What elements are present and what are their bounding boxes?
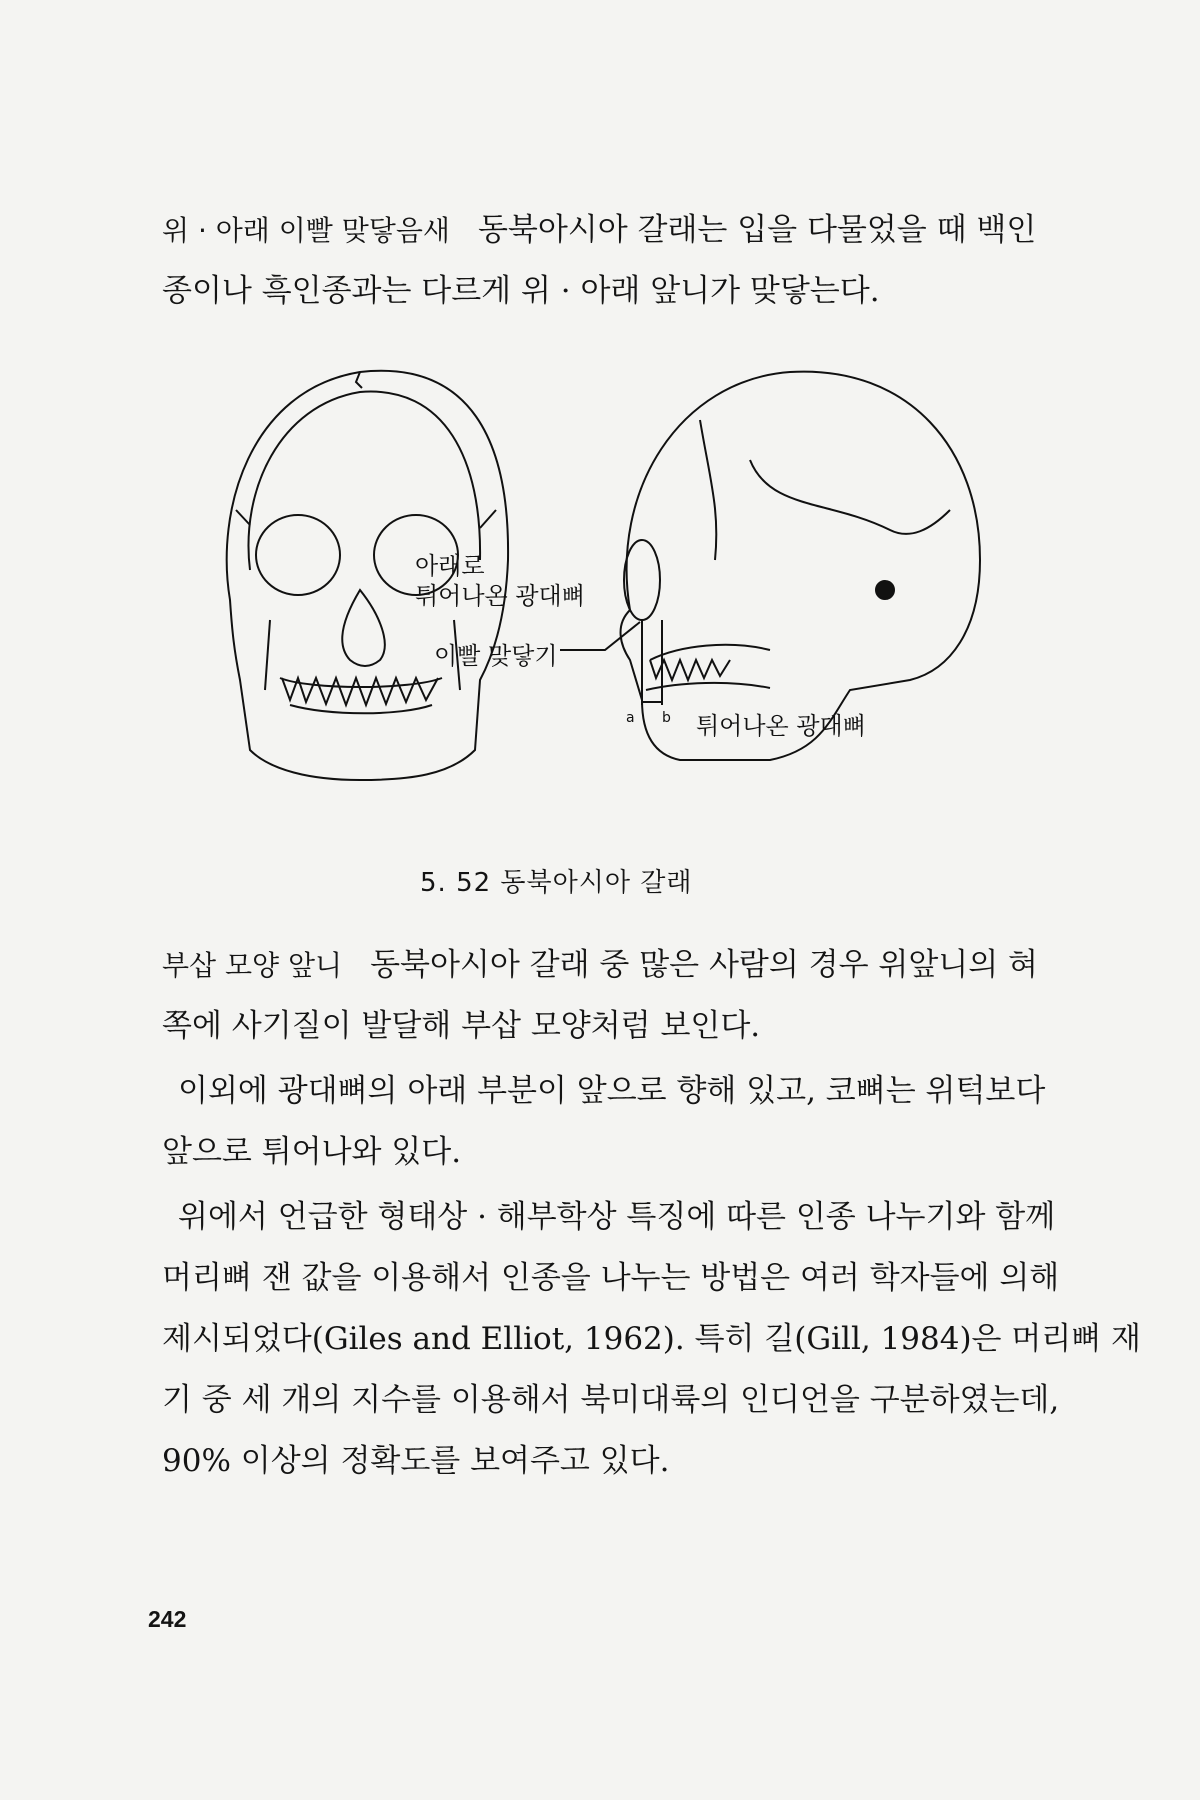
- paragraph-text: 동북아시아 갈래 중 많은 사람의 경우 위앞니의 혀: [370, 947, 1038, 983]
- skull-figure: [210, 360, 1000, 850]
- paragraph-line: 머리뼈 잰 값을 이용해서 인종을 나누는 방법은 여러 학자들에 의해: [162, 1260, 1060, 1296]
- paragraph-line: [162, 200, 1062, 261]
- figure-caption: 5. 52 동북아시아 갈래: [420, 868, 693, 898]
- label-tooth-contact: 이빨 맞닿기: [434, 642, 558, 670]
- paragraph-cheekbone-nasal: [162, 1061, 1062, 1183]
- label-cheekbone-down-line1: 아래로: [415, 552, 485, 580]
- skull-illustration: [210, 360, 1000, 850]
- paragraph-text: 동북아시아 갈래는 입을 다물었을 때 백인: [477, 212, 1037, 248]
- label-b: b: [662, 710, 671, 726]
- paragraph-line: 위에서 언급한 형태상 · 해부학상 특징에 따른 인종 나누기와 함께: [178, 1199, 1056, 1235]
- paragraph-tooth-occlusion: [162, 200, 1062, 322]
- paragraph-line: 이외에 광대뼈의 아래 부분이 앞으로 향해 있고, 코뼈는 위턱보다: [178, 1073, 1046, 1109]
- label-cheekbone-down-line2: 튀어나온 광대뼈: [415, 582, 585, 610]
- section-lead-heading: 위 · 아래 이빨 맞닿음새: [162, 214, 450, 247]
- paragraph-line: 종이나 흑인종과는 다르게 위 · 아래 앞니가 맞닿는다.: [162, 273, 880, 309]
- paragraph-line: 기 중 세 개의 지수를 이용해서 북미대륙의 인디언을 구분하였는데,: [162, 1382, 1060, 1418]
- label-a: a: [626, 710, 635, 726]
- paragraph-line: 제시되었다(Giles and Elliot, 1962). 특히 길(Gill, 1984)은 머리뼈 재: [162, 1321, 1141, 1357]
- paragraph-shovel-incisor: [162, 935, 1062, 1057]
- paragraph-line: [162, 935, 1062, 996]
- page-number: 242: [148, 1606, 187, 1632]
- paragraph-craniometric-method: [162, 1187, 1141, 1492]
- lateral-skull-drawing: [621, 372, 980, 760]
- section-lead-heading: 부삽 모양 앞니: [162, 949, 343, 982]
- paragraph-line: 앞으로 튀어나와 있다.: [162, 1134, 462, 1170]
- label-cheekbone-forward: 튀어나온 광대뼈: [696, 712, 866, 740]
- paragraph-line: 90% 이상의 정확도를 보여주고 있다.: [162, 1443, 670, 1479]
- paragraph-line: 쪽에 사기질이 발달해 부삽 모양처럼 보인다.: [162, 1008, 761, 1044]
